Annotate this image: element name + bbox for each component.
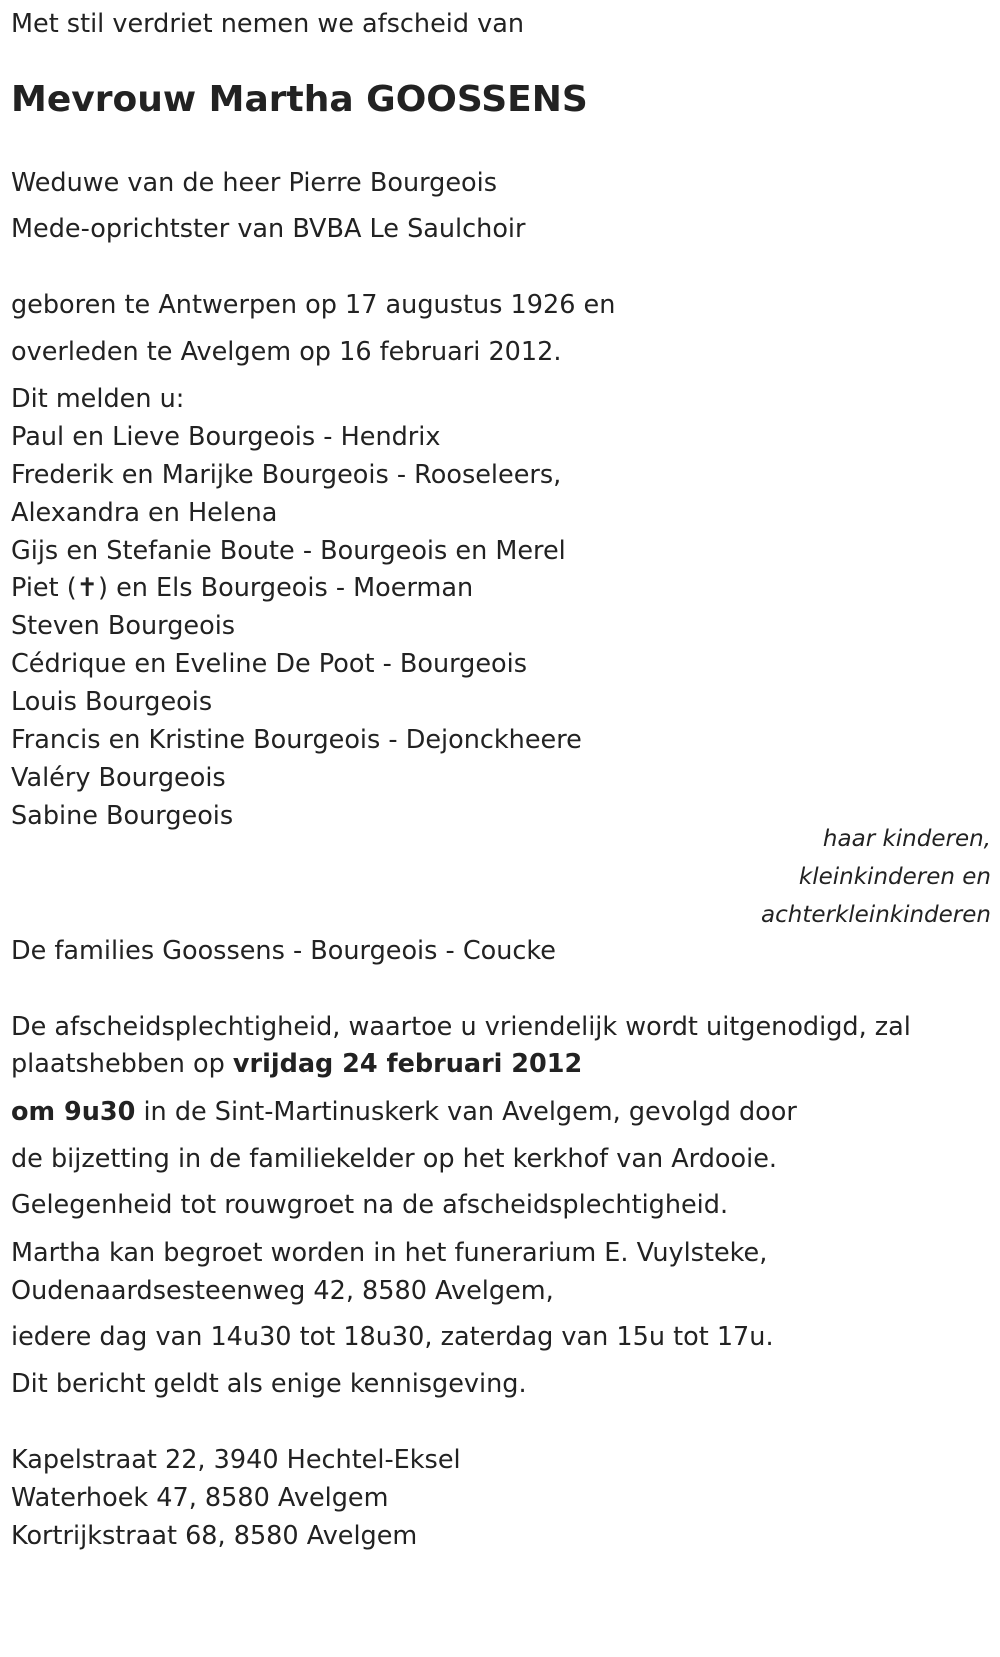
signoff-line: kleinkinderen en	[798, 864, 991, 890]
signoff-line: haar kinderen,	[822, 826, 991, 852]
address-line: Waterhoek 47, 8580 Avelgem	[11, 1483, 389, 1513]
ceremony-line: Gelegenheid tot rouwgroet na de afscheidsplechtigheid.	[11, 1190, 729, 1220]
ceremony-line: iedere dag van 14u30 tot 18u30, zaterdag van 15u tot 17u.	[11, 1322, 774, 1352]
ceremony-date: vrijdag 24 februari 2012	[232, 1049, 583, 1079]
ceremony-time-line	[11, 1096, 797, 1128]
ceremony-date-line	[11, 1048, 582, 1080]
relative-line: Valéry Bourgeois	[11, 763, 226, 793]
announce-intro: Dit melden u:	[11, 384, 185, 414]
ceremony-line: Martha kan begroet worden in het funerarium E. Vuylsteke,	[11, 1238, 768, 1268]
address-line: Kortrijkstraat 68, 8580 Avelgem	[11, 1521, 418, 1551]
role-line: Weduwe van de heer Pierre Bourgeois	[11, 168, 497, 198]
relative-line: Steven Bourgeois	[11, 611, 236, 641]
relative-line: Francis en Kristine Bourgeois - Dejonckheere	[11, 725, 582, 755]
ceremony-line: de bijzetting in de familiekelder op het kerkhof van Ardooie.	[11, 1144, 777, 1174]
families-line: De families Goossens - Bourgeois - Coucke	[11, 936, 556, 966]
signoff-line: achterkleinkinderen	[761, 902, 991, 928]
birth-line: geboren te Antwerpen op 17 augustus 1926 en	[11, 290, 616, 320]
relative-line: Gijs en Stefanie Boute - Bourgeois en Merel	[11, 536, 566, 566]
ceremony-time: om 9u30	[11, 1097, 136, 1127]
ceremony-line: De afscheidsplechtigheid, waartoe u vriendelijk wordt uitgenodigd, zal	[11, 1012, 911, 1042]
relative-line: Piet (✝) en Els Bourgeois - Moerman	[11, 573, 474, 603]
address-line: Kapelstraat 22, 3940 Hechtel-Eksel	[11, 1445, 461, 1475]
ceremony-date-prefix: plaatshebben op	[11, 1049, 233, 1079]
ceremony-location: in de Sint-Martinuskerk van Avelgem, gevolgd door	[135, 1097, 797, 1127]
relative-line: Alexandra en Helena	[11, 498, 278, 528]
relative-line: Louis Bourgeois	[11, 687, 213, 717]
relative-line: Frederik en Marijke Bourgeois - Rooseleers,	[11, 460, 562, 490]
ceremony-line: Dit bericht geldt als enige kennisgeving.	[11, 1369, 527, 1399]
death-line: overleden te Avelgem op 16 februari 2012.	[11, 337, 562, 367]
deceased-name: Mevrouw Martha GOOSSENS	[11, 79, 588, 120]
relative-line: Cédrique en Eveline De Poot - Bourgeois	[11, 649, 528, 679]
role-line: Mede-oprichtster van BVBA Le Saulchoir	[11, 214, 526, 244]
relative-line: Sabine Bourgeois	[11, 801, 234, 831]
ceremony-line: Oudenaardsesteenweg 42, 8580 Avelgem,	[11, 1276, 554, 1306]
relative-line: Paul en Lieve Bourgeois - Hendrix	[11, 422, 441, 452]
intro-text: Met stil verdriet nemen we afscheid van	[11, 9, 525, 39]
